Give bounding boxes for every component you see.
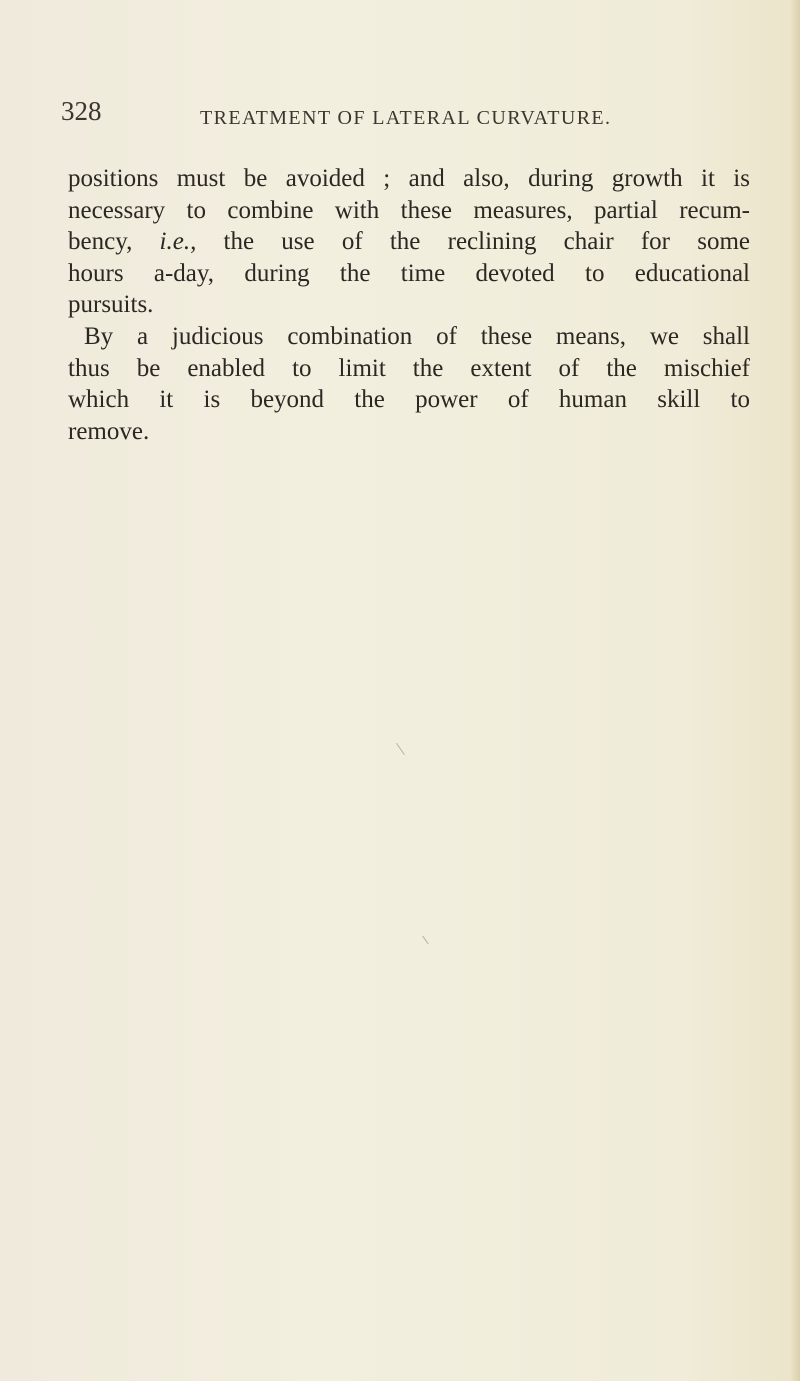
body-text — [68, 163, 750, 447]
paragraph-1-line-2: necessary to combine with these measures, partial recum- — [68, 196, 750, 224]
paragraph-2-line-4: remove. — [68, 417, 150, 445]
paragraph-1-line-4: hours a-day, during the time devoted to educational — [68, 259, 750, 287]
paragraph-1-line-3: bency, i.e., the use of the reclining chair for some — [68, 228, 750, 256]
paper-speck — [396, 743, 405, 755]
paragraph-2-line-3: which it is beyond the power of human skill to — [68, 386, 750, 414]
running-title: TREATMENT OF LATERAL CURVATURE. — [200, 107, 612, 129]
page-edge-shadow — [790, 0, 800, 1381]
paragraph-1-line-1: positions must be avoided ; and also, during growth it is — [68, 165, 750, 192]
italic-abbreviation: i.e., — [159, 228, 197, 256]
page-number: 328 — [61, 96, 102, 126]
paragraph-2-line-2: thus be enabled to limit the extent of the mischief — [68, 354, 750, 382]
paragraph-1-line-5: pursuits. — [68, 291, 154, 319]
paper-speck — [422, 936, 429, 945]
paragraph-2-line-1: By a judicious combination of these means, we shall — [84, 322, 750, 350]
